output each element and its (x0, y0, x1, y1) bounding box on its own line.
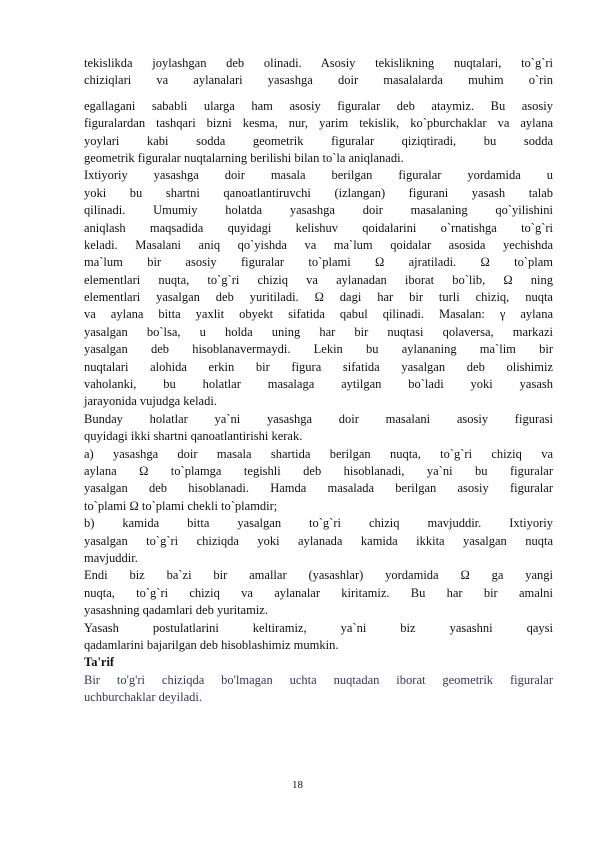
text-line: b) kamida bitta yasalgan to`g`ri chiziq mavjuddir. Ixtiyoriy (84, 516, 553, 531)
text-line: qilinadi. Umumiy holatda yasashga doir masalaning qo`yilishini (84, 203, 553, 218)
text-line: yasashning qadamlari deb yuritamiz. (84, 603, 268, 618)
text-line: yasalgan deb hisoblanavermaydi. Lekin bu aylananing ma`lim bir (84, 342, 553, 357)
text-line: nuqtalari alohida erkin bir figura sifatida yasalgan deb olishimiz (84, 359, 553, 374)
text-line: to`plami Ω to`plami chekli to`plamdir; (84, 498, 278, 513)
text-line: Yasash postulatlarini keltiramiz, ya`ni biz yasashni qaysi (84, 620, 553, 635)
definition-heading: Ta'rif (84, 655, 115, 670)
text-line: yasalgan to`g`ri chiziqda yoki aylanada kamida ikkita yasalgan nuqta (84, 533, 553, 548)
text-line: a) yasashga doir masala shartida berilgan nuqta, to`g`ri chiziq va (84, 446, 553, 461)
text-line: qadamlarini bajarilgan deb hisoblashimiz mumkin. (84, 637, 339, 652)
text-line: quyidagi ikki shartni qanoatlantirishi kerak. (84, 429, 303, 444)
text-line: Endi biz ba`zi bir amallar (yasashlar) yordamida Ω ga yangi (84, 568, 553, 583)
text-line: figuralardan tashqari bizni kesma, nur, yarim tekislik, ko`pburchaklar va aylana (84, 116, 553, 131)
text-line: yoki bu shartni qanoatlantiruvchi (izlangan) figurani yasash talab (84, 185, 553, 200)
text-line: egallagani sababli ularga ham asosiy figuralar deb ataymiz. Bu asosiy (84, 98, 553, 113)
text-line: nuqta, to`g`ri chiziq va aylanalar kiritamiz. Bu har bir amalni (84, 585, 553, 600)
page-number: 18 (292, 779, 303, 791)
paragraph-gap (84, 90, 553, 98)
document-body (84, 55, 553, 706)
text-line: yasalgan deb hisoblanadi. Hamda masalada berilgan asosiy figuralar (84, 481, 553, 496)
text-line: chiziqlari va aylanalari yasashga doir masalalarda muhim o`rin (84, 73, 553, 88)
text-line: yoylari kabi sodda geometrik figuralar qiziqtiradi, bu sodda (84, 133, 553, 148)
text-line: tekislikda joylashgan deb olinadi. Asosiy tekislikning nuqtalari, to`g`ri (84, 56, 553, 70)
text-line: geometrik figuralar nuqtalarning berilishi bilan to`la aniqlanadi. (84, 150, 404, 165)
text-line: elementlari yasalgan deb yuritiladi. Ω dagi har bir turli chiziq, nuqta (84, 290, 553, 305)
text-line: vaholanki, bu holatlar masalaga aytilgan bo`ladi yoki yasash (84, 377, 553, 392)
text-line: jarayonida vujudga keladi. (84, 394, 217, 409)
text-line: va aylana bitta yaxlit obyekt sifatida qabul qilinadi. Masalan: γ aylana (84, 307, 553, 322)
text-line: uchburchaklar deyiladi. (84, 690, 203, 705)
text-line: Ixtiyoriy yasashga doir masala berilgan figuralar yordamida u (84, 168, 553, 183)
text-line: ma`lum bir asosiy figuralar to`plami Ω ajratiladi. Ω to`plam (84, 255, 553, 270)
text-line: elementlari nuqta, to`g`ri chiziq va aylanadan iborat bo`lib, Ω ning (84, 272, 553, 287)
text-line: Bir to'g'ri chiziqda bo'lmagan uchta nuqtadan iborat geometrik figuralar (84, 672, 553, 687)
text-line: Bunday holatlar ya`ni yasashga doir masalani asosiy figurasi (84, 411, 553, 426)
text-line: aylana Ω to`plamga tegishli deb hisoblanadi, ya`ni bu figuralar (84, 463, 553, 478)
text-line: keladi. Masalani aniq qo`yishda va ma`lum qoidalar asosida yechishda (84, 237, 553, 252)
text-line: mavjuddir. (84, 550, 138, 565)
text-line: yasalgan bo`lsa, u holda uning har bir nuqtasi qolaversa, markazi (84, 324, 553, 339)
text-line: aniqlash maqsadida quyidagi kelishuv qoidalarini o`rnatishga to`g`ri (84, 220, 553, 235)
